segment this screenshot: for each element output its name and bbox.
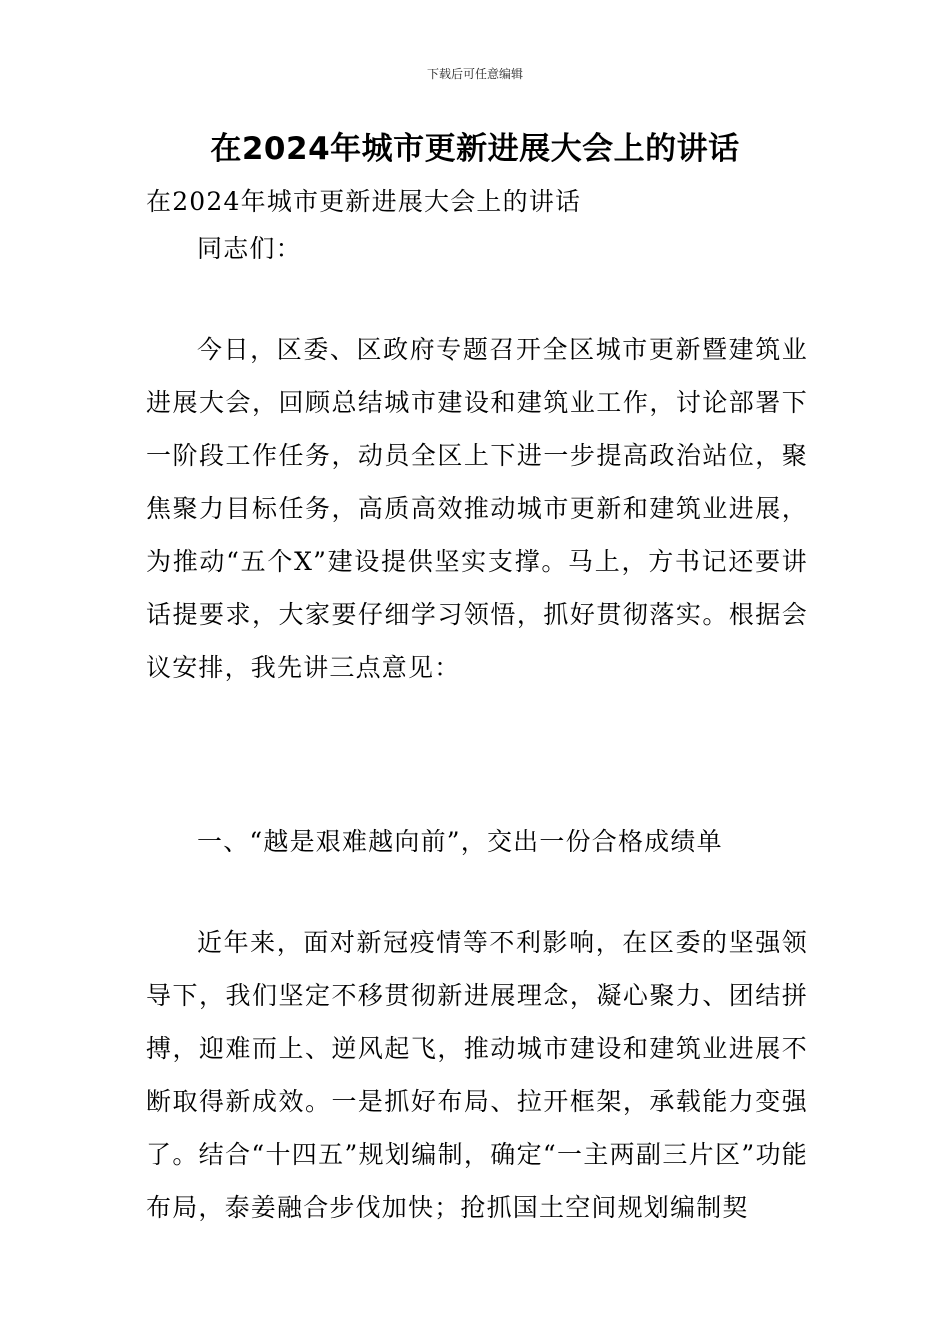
document-title: 在2024年城市更新进展大会上的讲话 xyxy=(210,131,740,167)
header-note: 下载后可任意编辑 xyxy=(426,67,523,81)
document-subtitle: 在2024年城市更新进展大会上的讲话 xyxy=(146,187,582,216)
section-heading-1: 一、“越是艰难越向前”，交出一份合格成绩单 xyxy=(197,827,723,856)
paragraph-achievements: 近年来，面对新冠疫情等不利影响，在区委的坚强领导下，我们坚定不移贯彻新进展理念，凝心聚力、团结拼搏，迎难而上、逆风起飞，推动城市建设和建筑业进展不断取得新成效。一是抓好布局、拉开框架，承载能力变强了。结合“十四五”规划编制，确定“一主两副三片区”功能布局，泰姜融合步伐加快；抢抓国土空间规划编制契 xyxy=(146,928,808,1222)
greeting: 同志们： xyxy=(197,234,302,263)
paragraph-intro: 今日，区委、区政府专题召开全区城市更新暨建筑业进展大会，回顾总结城市建设和建筑业工作，讨论部署下一阶段工作任务，动员全区上下进一步提高政治站位，聚焦聚力目标任务，高质高效推动城市更新和建筑业进展，为推动“五个X”建设提供坚实支撑。马上，方书记还要讲话提要求，大家要仔细学习领悟，抓好贯彻落实。根据会议安排，我先讲三点意见： xyxy=(146,335,808,682)
